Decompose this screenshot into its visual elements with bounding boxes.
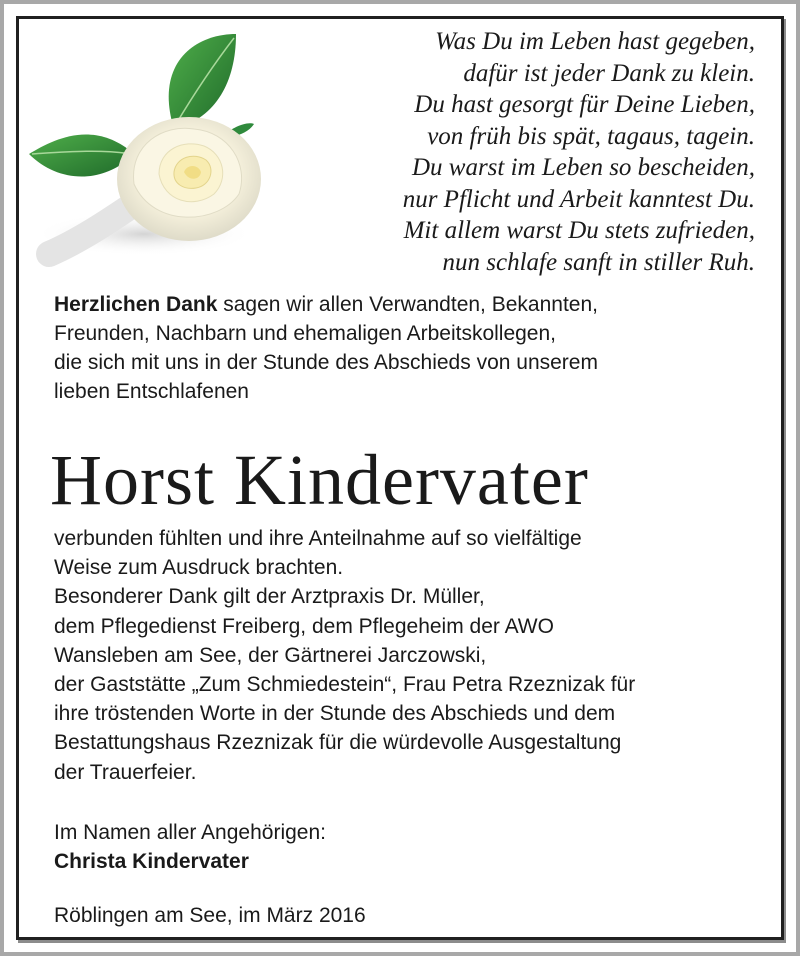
thanks-lead-rest: sagen wir allen Verwandten, Bekannten, [217, 293, 598, 316]
memorial-poem [403, 26, 755, 278]
body-line: Bestattungshaus Rzeznizak für die würdevolle Ausgestaltung [54, 731, 622, 755]
deceased-name: Horst Kindervater [50, 440, 589, 520]
poem-line: Was Du im Leben hast gegeben, [435, 28, 755, 55]
poem-line: dafür ist jeder Dank zu klein. [463, 59, 755, 87]
body-paragraph [54, 524, 774, 787]
body-line: Besonderer Dank gilt der Arztpraxis Dr. Müller, [54, 585, 485, 609]
signature-intro: Im Namen aller Angehörigen: [54, 821, 326, 844]
poem-line: Du warst im Leben so bescheiden, [411, 154, 755, 181]
signature-block [54, 818, 326, 876]
white-rose-image [24, 24, 274, 274]
thanks-lead [54, 290, 754, 319]
body-line: Wansleben am See, der Gärtnerei Jarczowski, [54, 643, 487, 667]
thanks-line: die sich mit uns in der Stunde des Abschieds von unserem [54, 351, 598, 374]
poem-line: Mit allem warst Du stets zufrieden, [403, 217, 755, 244]
body-line: der Trauerfeier. [54, 760, 197, 784]
thanks-line: lieben Entschlafenen [54, 380, 249, 403]
body-line: ihre tröstenden Worte in der Stunde des Abschieds und dem [54, 702, 616, 726]
poem-line: von früh bis spät, tagaus, tagein. [427, 122, 755, 150]
body-line: verbunden fühlten und ihre Anteilnahme auf so vielfältige [54, 527, 582, 550]
poem-line: nur Pflicht und Arbeit kanntest Du. [402, 185, 755, 213]
poem-line: nun schlafe sanft in stiller Ruh. [442, 248, 755, 276]
signature-name: Christa Kindervater [54, 850, 249, 873]
body-line: Weise zum Ausdruck brachten. [54, 556, 344, 580]
poem-line: Du hast gesorgt für Deine Lieben, [414, 91, 755, 118]
place-date: Röblingen am See, im März 2016 [54, 904, 366, 927]
thanks-lead-bold: Herzlichen Dank [54, 293, 218, 316]
thanks-line: Freunden, Nachbarn und ehemaligen Arbeitskollegen, [54, 322, 557, 345]
thanks-paragraph [54, 290, 754, 406]
body-line: der Gaststätte „Zum Schmiedestein“, Frau Petra Rzeznizak für [54, 673, 636, 697]
body-line: dem Pflegedienst Freiberg, dem Pflegeheim der AWO [54, 614, 554, 638]
